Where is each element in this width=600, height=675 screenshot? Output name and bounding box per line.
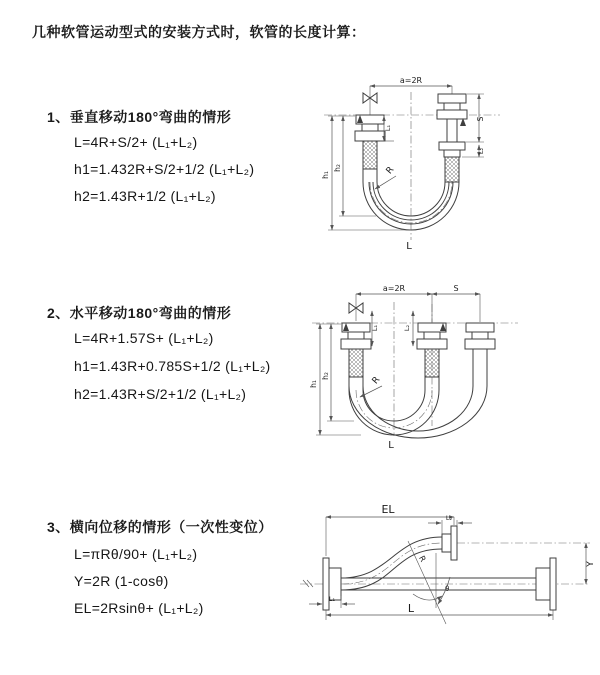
braided-hose-section [425,349,439,377]
formula-line: h2=1.43R+S/2+1/2 (L₁+L₂) [74,386,247,402]
formula-line: L=4R+S/2+ (L₁+L₂) [74,134,198,150]
hose-u-bend [363,182,459,230]
dimension-l1 [371,311,379,346]
dim-label-r: R [370,375,383,387]
section-3-heading: 3、横向位移的情形（一次性变位） [47,519,273,535]
dim-label-el: EL [381,503,395,516]
dim-label-h2: h₂ [321,372,330,380]
dim-label-r: R [416,554,428,564]
formula-line: L=πRθ/90+ (L₁+L₂) [74,546,198,562]
section-1-heading: 1、垂直移动180°弯曲的情形 [47,109,232,125]
formula-line: Y=2R (1-cosθ) [74,573,169,589]
dim-label-l: L [406,241,412,252]
hose-u-bend [349,386,487,438]
braided-hose-section [349,349,363,377]
dim-label-l1: L₁ [384,124,392,132]
dim-label-l2: L₂ [445,514,453,522]
formula-line: h1=1.43R+0.785S+1/2 (L₁+L₂) [74,358,271,374]
dimension-y [586,543,596,584]
right-hose-leg [437,94,467,182]
dim-label-h1: h₁ [309,380,318,388]
diagram-lateral-displacement [296,496,598,666]
dimension-el [326,503,454,556]
dim-label-h1: h₁ [321,171,330,179]
dim-label-s: S [476,116,485,122]
dimension-a2r [356,284,480,322]
page-title: 几种软管运动型式的安装方式时，软管的长度计算： [32,24,366,40]
right-hose-leg [465,323,495,386]
formula-line: h1=1.432R+S/2+1/2 (L₁+L₂) [74,161,255,177]
braided-hose-section [445,157,459,182]
dimension-l [326,602,553,620]
dim-label-s: S [453,284,459,293]
diagram-horizontal-180-bend [306,276,598,468]
formula-line: L=4R+1.57S+ (L₁+L₂) [74,330,214,346]
dim-label-l2: L₂ [403,324,411,332]
dim-label-r: R [384,165,397,177]
dim-label-l1: L₁ [371,324,379,332]
dimension-s [466,94,485,142]
dim-label-h2: h₂ [333,164,342,172]
braided-hose-section [363,141,377,169]
dimension-l2 [403,311,413,346]
dim-label-y: Y [586,561,596,567]
dim-label-l: L [388,440,394,451]
dim-label-a2r: a=2R [399,76,423,85]
dimension-s [432,284,480,294]
diagram-vertical-180-bend [312,70,594,262]
dimension-l1 [309,595,355,608]
upper-flange [442,526,457,560]
left-hose-leg [355,115,385,182]
dim-label-l: L [407,602,415,615]
dim-label-l1: L₁ [328,595,336,603]
left-hose-leg [341,323,371,390]
right-flange [536,558,556,610]
radius-callout [375,165,396,189]
break-mark [303,580,313,587]
dim-label-l2: L₂ [477,147,485,155]
formula-line: EL=2Rsinθ+ (L₁+L₂) [74,600,204,616]
dim-label-a2r: a=2R [382,284,406,293]
dim-label-theta: θ [445,585,450,593]
formula-line: h2=1.43R+1/2 (L₁+L₂) [74,188,216,204]
section-2-heading: 2、水平移动180°弯曲的情形 [47,305,232,321]
